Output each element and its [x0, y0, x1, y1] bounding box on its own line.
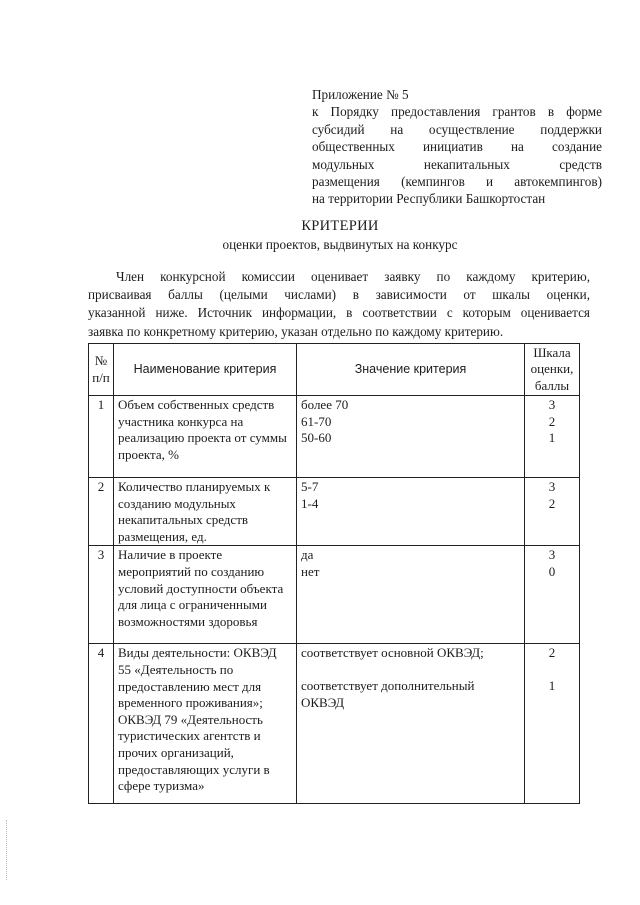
header-score: Шкала оценки, баллы: [525, 344, 580, 396]
value-item: нет: [301, 563, 320, 579]
value-item: да: [301, 547, 314, 563]
row-num: 4: [89, 644, 114, 804]
table-row: [89, 644, 580, 804]
row-values: [297, 644, 525, 804]
row-scores: [525, 396, 580, 478]
intro-line: заявка по конкретному критерию, указан отдельно по каждому критерию.: [88, 323, 504, 339]
value-item: более 70: [301, 397, 349, 412]
value-item: соответствует дополнительный ОКВЭД: [301, 677, 475, 710]
value-item: 1-4: [301, 495, 319, 511]
appendix-line: общественных инициатив на создание: [312, 139, 602, 155]
appendix-line: к Порядку предоставления грантов в форме: [312, 104, 602, 120]
header-num: № п/п: [89, 344, 114, 396]
header-value: Значение критерия: [297, 344, 525, 396]
table-header-row: [89, 344, 580, 396]
table-row: [89, 396, 580, 478]
table-row: [89, 546, 580, 644]
score-item: 2: [548, 413, 556, 429]
appendix-line: модульных некапитальных средств: [312, 156, 602, 172]
score-item: 1: [548, 430, 556, 446]
row-values: [297, 396, 525, 478]
score-item: 3: [548, 547, 556, 563]
row-num: 3: [89, 546, 114, 644]
score-item: 3: [548, 479, 556, 494]
appendix-header: [312, 86, 602, 208]
appendix-line: на территории Республики Башкортостан: [312, 191, 546, 207]
score-item: 0: [548, 563, 556, 579]
score-item: 2: [548, 495, 556, 511]
row-scores: [525, 546, 580, 644]
intro-line: присваивая баллы (целыми числами) в зависимости от шкалы оценки,: [88, 287, 590, 303]
intro-paragraph: [88, 268, 590, 341]
row-num: 1: [89, 396, 114, 478]
row-criterion: Количество планируемых к созданию модульных некапитальных средств размещения, ед.: [114, 478, 297, 546]
document-subtitle: оценки проектов, выдвинутых на конкурс: [222, 237, 458, 252]
row-criterion: Виды деятельности: ОКВЭД 55 «Деятельность по предоставлению мест для временного проживания»; ОКВЭД 79 «Деятельность туристических агентств и прочих организаций, предоставляющих услуги в сфере туризма»: [114, 644, 297, 804]
document-title: КРИТЕРИИ: [301, 218, 379, 234]
score-item: 1: [548, 677, 556, 693]
value-item: 50-60: [301, 430, 332, 446]
header-name: Наименование критерия: [114, 344, 297, 396]
row-num: 2: [89, 478, 114, 546]
value-item: 61-70: [301, 413, 332, 429]
row-values: [297, 478, 525, 546]
score-item: 3: [548, 397, 556, 412]
intro-line: указанной ниже. Источник информации, в соответствии с которым оценивается: [88, 305, 590, 321]
row-scores: [525, 644, 580, 804]
scan-margin-artifact: [6, 820, 9, 880]
row-scores: [525, 478, 580, 546]
table-row: [89, 478, 580, 546]
row-criterion: Объем собственных средств участника конкурса на реализацию проекта от суммы проекта, %: [114, 396, 297, 478]
appendix-line: размещения (кемпингов и автокемпингов): [312, 174, 602, 190]
row-criterion: Наличие в проекте мероприятий по созданию условий доступности объекта для лица с ограниченными возможностями здоровья: [114, 546, 297, 644]
criteria-table: [88, 343, 580, 804]
value-item: 5-7: [301, 479, 319, 494]
appendix-line: субсидий на осуществление поддержки: [312, 121, 602, 137]
score-item: 2: [548, 645, 556, 661]
intro-line: Член конкурсной комиссии оценивает заявку по каждому критерию,: [116, 269, 590, 284]
value-item: соответствует основной ОКВЭД;: [301, 645, 484, 661]
appendix-number: Приложение № 5: [312, 87, 409, 102]
row-values: [297, 546, 525, 644]
